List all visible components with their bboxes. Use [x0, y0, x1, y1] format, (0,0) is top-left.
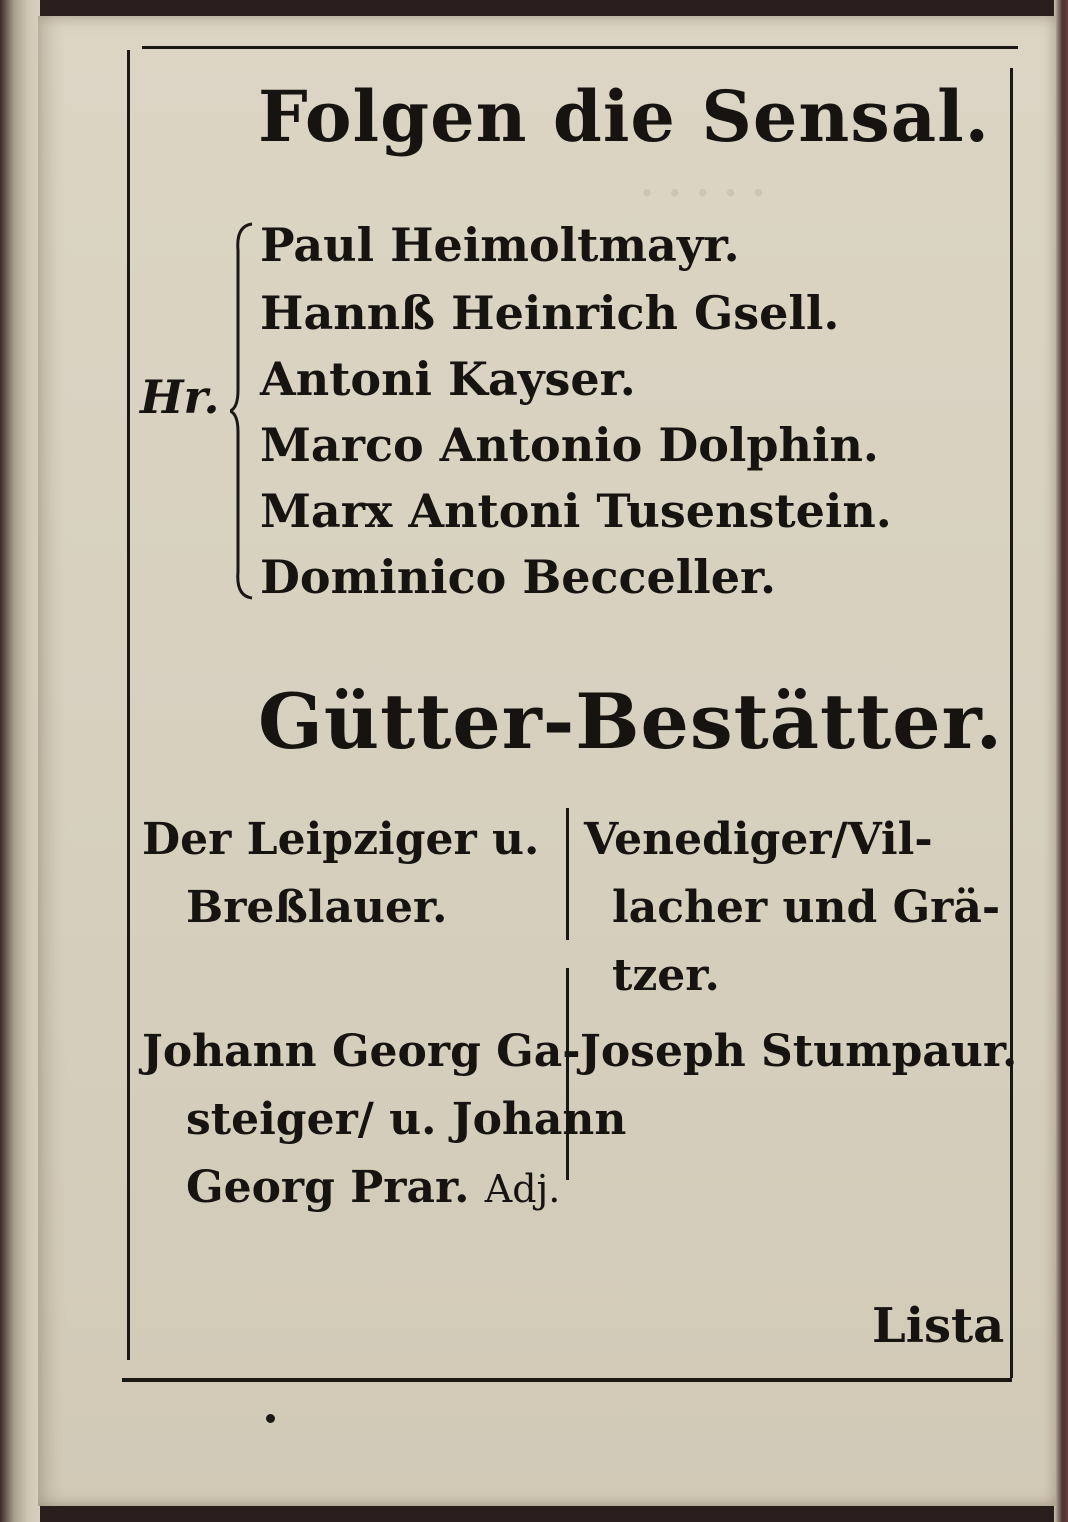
route-right-line-1: Venediger/Vil-: [584, 814, 933, 865]
heading-guetter-bestaetter: Gütter-Bestätter.: [258, 677, 1004, 766]
route-right-line-2: lacher und Grä-: [612, 882, 1001, 934]
adjunct-abbrev: Adj.: [484, 1167, 561, 1212]
route-venedig-villach-graz: [584, 806, 1000, 1011]
catchword: Lista: [872, 1298, 1005, 1354]
sensal-name-3: Antoni Kayser.: [260, 352, 636, 406]
right-names-line-1: Joseph Stumpaur.: [580, 1026, 1018, 1077]
frame-right-rule: [1010, 68, 1013, 1378]
ink-dot: [266, 1414, 275, 1423]
sensal-name-5: Marx Antoni Tusenstein.: [260, 484, 892, 538]
show-through: · · · · ·: [640, 170, 766, 217]
sensal-name-6: Dominico Becceller.: [260, 550, 777, 604]
heading-sensal: Folgen die Sensal.: [258, 75, 991, 158]
curly-brace: [230, 220, 256, 602]
sensal-name-4: Marco Antonio Dolphin.: [260, 418, 879, 472]
sensal-name-1: Paul Heimoltmayr.: [260, 218, 740, 272]
frame-top-rule: [142, 46, 1018, 49]
route-left-line-1: Der Leipziger u.: [142, 814, 540, 865]
route-left-line-2: Breßlauer.: [186, 882, 448, 934]
column-divider-gap: [560, 940, 576, 968]
right-column-names: [580, 1018, 1017, 1086]
left-names-line-2: steiger/ u. Johann: [186, 1094, 627, 1146]
left-column-names: [142, 1018, 626, 1223]
left-names-line-3: Georg Prar.: [186, 1162, 470, 1214]
left-names-line-1: Johann Georg Ga-: [142, 1026, 581, 1077]
hr-label: Hr.: [140, 370, 220, 424]
frame-bottom-rule: [122, 1378, 1012, 1382]
book-edge: [1054, 0, 1068, 1522]
frame-left-rule: [127, 50, 130, 1360]
book-gutter: [0, 0, 40, 1522]
route-leipzig-breslau: [142, 806, 539, 942]
route-right-line-3: tzer.: [612, 950, 720, 1002]
sensal-name-2: Hannß Heinrich Gsell.: [260, 286, 840, 340]
